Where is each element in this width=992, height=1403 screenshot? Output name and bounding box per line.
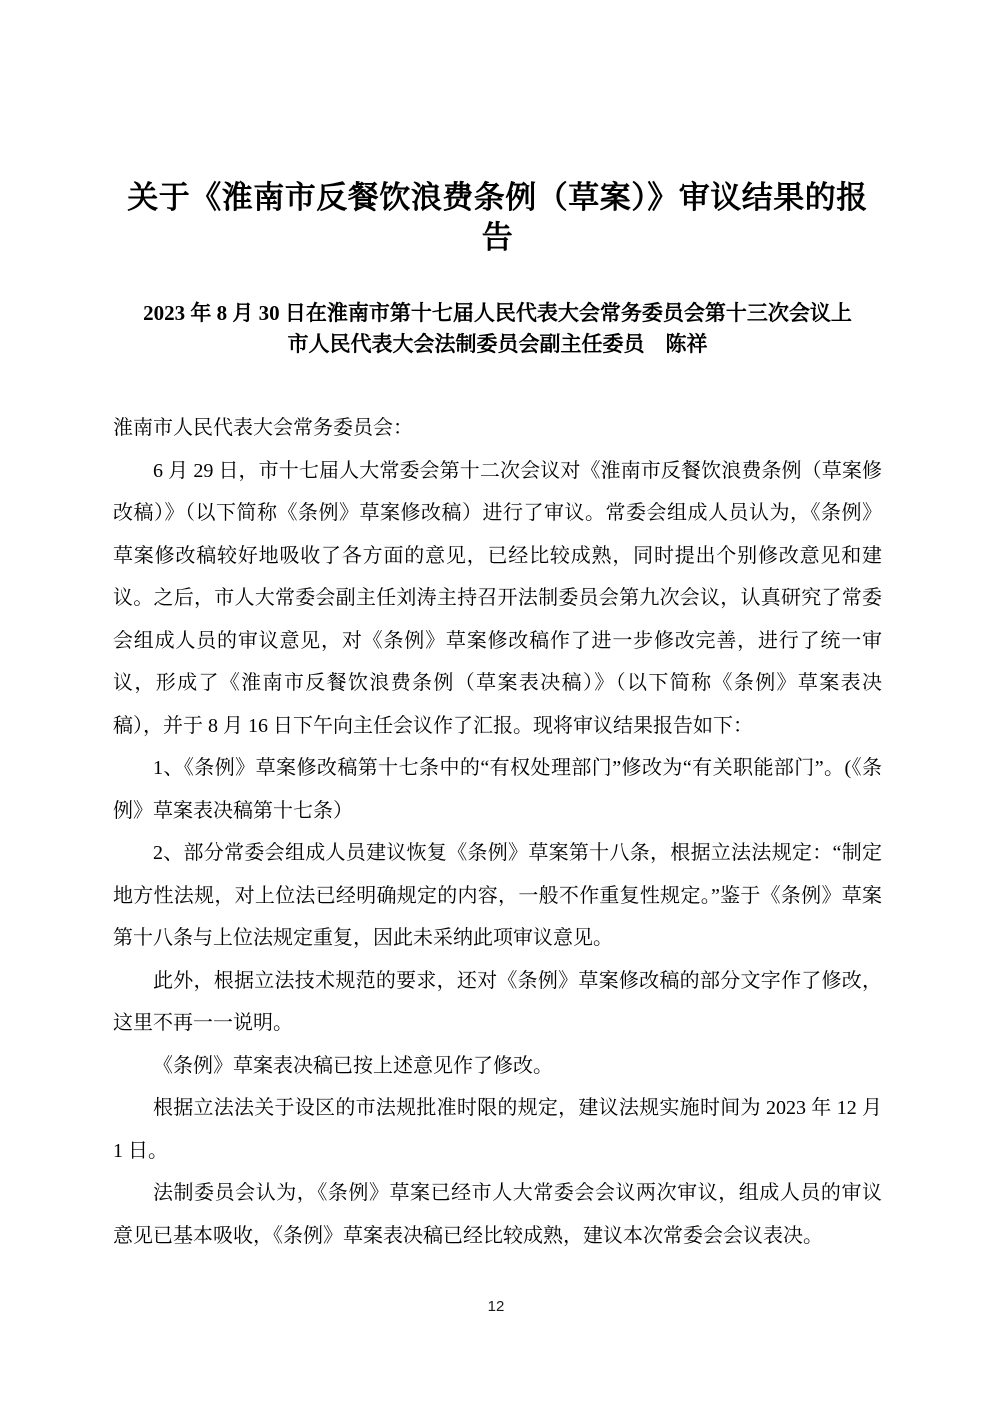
salutation: 淮南市人民代表大会常务委员会： — [113, 417, 413, 439]
paragraph-item-2: 2、部分常委会组成人员建议恢复《条例》草案第十八条，根据立法法规定：“制定地方性法规，对上位法已经明确规定的内容，一般不作重复性规定。”鉴于《条例》草案第十八条与上位法规定重复，因此未采纳此项审议意见。 — [113, 842, 882, 949]
page-number: 12 — [487, 1298, 505, 1315]
document-title: 关于《淮南市反餐饮浪费条例（草案）》审议结果的报告 — [127, 180, 868, 255]
paragraph-text-changes: 此外，根据立法技术规范的要求，还对《条例》草案修改稿的部分文字作了修改，这里不再一一说明。 — [113, 969, 882, 1034]
paragraph-review-summary: 6 月 29 日，市十七届人大常委会第十二次会议对《淮南市反餐饮浪费条例（草案修改稿）》（以下简称《条例》草案修改稿）进行了审议。常委会组成人员认为，《条例》草案修改稿较好地吸收了各方面的意见，已经比较成熟，同时提出个别修改意见和建议。之后，市人大常委会副主任刘涛主持召开法制委员会第九次会议，认真研究了常委会组成人员的审议意见，对《条例》草案修改稿作了进一步修改完善，进行了统一审议，形成了《淮南市反餐饮浪费条例（草案表决稿）》（以下简称《条例》草案表决稿），并于 8 月 16 日下午向主任会议作了汇报。现将审议结果报告如下： — [113, 459, 882, 737]
paragraph-conclusion: 法制委员会认为，《条例》草案已经市人大常委会会议两次审议，组成人员的审议意见已基本吸收，《条例》草案表决稿已经比较成熟，建议本次常委会会议表决。 — [113, 1182, 882, 1247]
paragraph-implementation-date: 根据立法法关于设区的市法规批准时限的规定，建议法规实施时间为 2023 年 12 月 1 日。 — [113, 1097, 882, 1162]
paragraph-item-1: 1、《条例》草案修改稿第十七条中的“有权处理部门”修改为“有关职能部门”。(《条例》草案表决稿第十七条） — [113, 757, 882, 822]
subtitle-presenter-line: 市人民代表大会法制委员会副主任委员 陈祥 — [287, 332, 708, 356]
subtitle-meeting-line: 2023 年 8 月 30 日在淮南市第十七届人民代表大会常务委员会第十三次会议上 — [143, 301, 852, 325]
paragraph-revision-done: 《条例》草案表决稿已按上述意见作了修改。 — [153, 1054, 553, 1077]
document-body — [113, 407, 882, 1257]
document-subtitle — [113, 298, 882, 360]
